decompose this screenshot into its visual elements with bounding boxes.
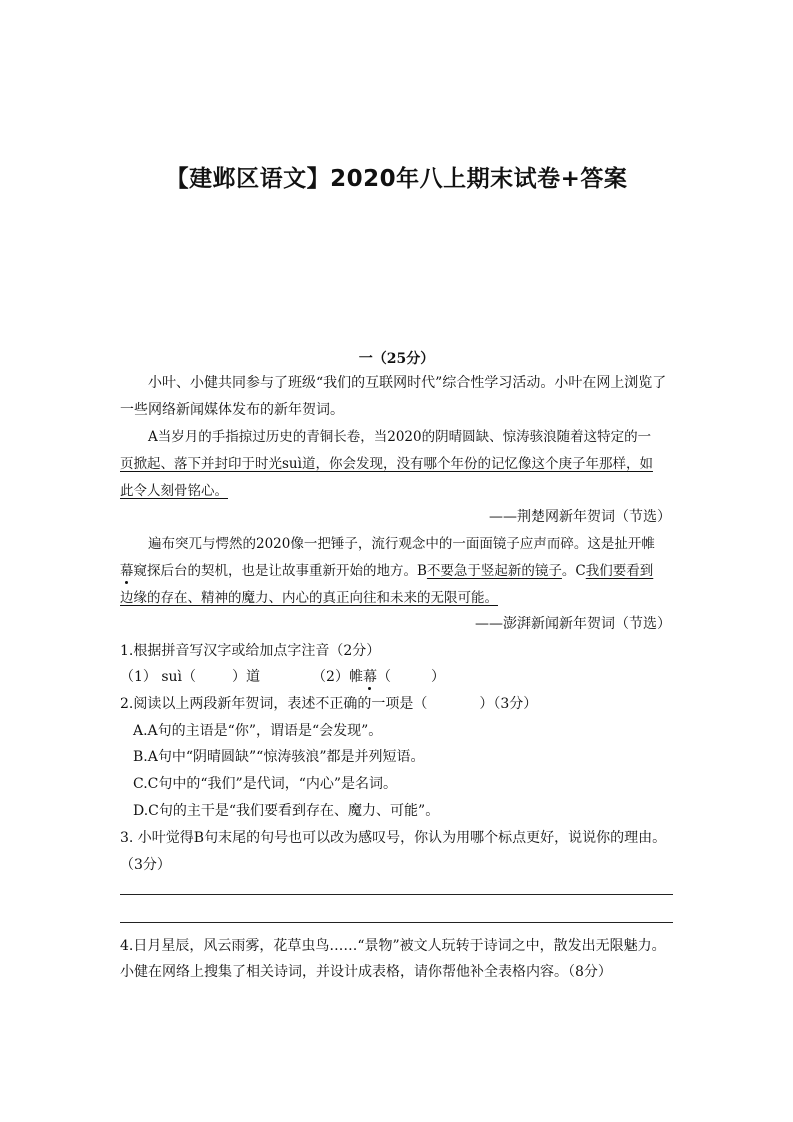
answer-line-2[interactable] [120, 922, 673, 923]
passage1-line-3: 此令人刻骨铭心。 [120, 483, 228, 499]
section-heading: 一（25分） [358, 351, 435, 367]
passage2-line-2-text: 窥探后台的契机，也是让故事重新开始的地方。B [133, 563, 427, 579]
passage1-line-1: A当岁月的手指掠过历史的青铜长卷，当2020的阴晴圆缺、惊涛骇浪随着这特定的一 [148, 429, 652, 445]
q2-points: ）（3分） [479, 696, 538, 712]
q1-item2-label: （2）帷 [312, 669, 363, 685]
question-3-line-2: （3分） [120, 857, 171, 873]
passage2-source: ——澎湃新闻新年贺词（节选） [475, 616, 671, 632]
passage2-line-2 [120, 561, 653, 581]
q1-item2-open: （ [376, 669, 391, 685]
q1-item1-label: （1） suì（ [120, 669, 197, 685]
passage1-line-2: 页掀起、落下并封印于时光suì道，你会发现，没有哪个年份的记忆像这个庚子年那样，如 [120, 456, 653, 472]
question-3-line-1: 3. 小叶觉得B句末尾的句号也可以改为感叹号，你认为用哪个标点更好，说说你的理由。 [120, 830, 667, 846]
q2-option-c: C.C句中的“我们”是代词，“内心”是名词。 [133, 776, 398, 792]
intro-line-1: 小叶、小健共同参与了班级“我们的互联网时代”综合性学习活动。小叶在网上浏览了 [148, 375, 667, 391]
sentence-c-start: 我们要看到 [585, 563, 654, 579]
q2-option-b: B.A句中“阴晴圆缺”“惊涛骇浪”都是并列短语。 [133, 749, 425, 765]
q2-stem-text: 2.阅读以上两段新年贺词，表述不正确的一项是（ [120, 696, 428, 712]
question-1-stem: 1.根据拼音写汉字或给加点字注音（2分） [120, 643, 381, 659]
answer-line-1[interactable] [120, 894, 673, 895]
q1-item1-tail: ）道 [232, 669, 261, 685]
passage2-line-2-sep: 。C [561, 563, 586, 579]
question-4-line-1: 4.日月星辰，风云雨雾，花草虫鸟……“景物”被文人玩转于诗词之中，散发出无限魅力。 [120, 938, 666, 954]
q1-item2-close: ） [430, 669, 445, 685]
document-title: 【建邺区语文】2020年八上期末试卷+答案 [165, 166, 628, 192]
q2-option-d: D.C句的主干是“我们要看到存在、魔力、可能”。 [133, 803, 440, 819]
dotted-char: 幕 [120, 563, 134, 579]
question-1-items [120, 667, 445, 687]
question-2-stem [120, 694, 537, 714]
q1-item2-dotted: 幕 [362, 669, 377, 685]
sentence-b-underline: 不要急于竖起新的镜子 [426, 563, 562, 579]
question-4-line-2: 小健在网络上搜集了相关诗词，并设计成表格，请你帮他补全表格内容。（8分） [120, 964, 612, 980]
passage1-source: ——荆楚网新年贺词（节选） [489, 509, 671, 525]
passage2-line-3: 边缘的存在、精神的魔力、内心的真正向往和未来的无限可能。 [120, 590, 498, 606]
intro-line-2: 一些网络新闻媒体发布的新年贺词。 [120, 402, 344, 418]
passage2-line-1: 遍布突兀与愕然的2020像一把锤子，流行观念中的一面面镜子应声而碎。这是扯开帷 [148, 536, 655, 552]
q2-option-a: A.A句的主语是“你”，谓语是“会发现”。 [133, 723, 383, 739]
